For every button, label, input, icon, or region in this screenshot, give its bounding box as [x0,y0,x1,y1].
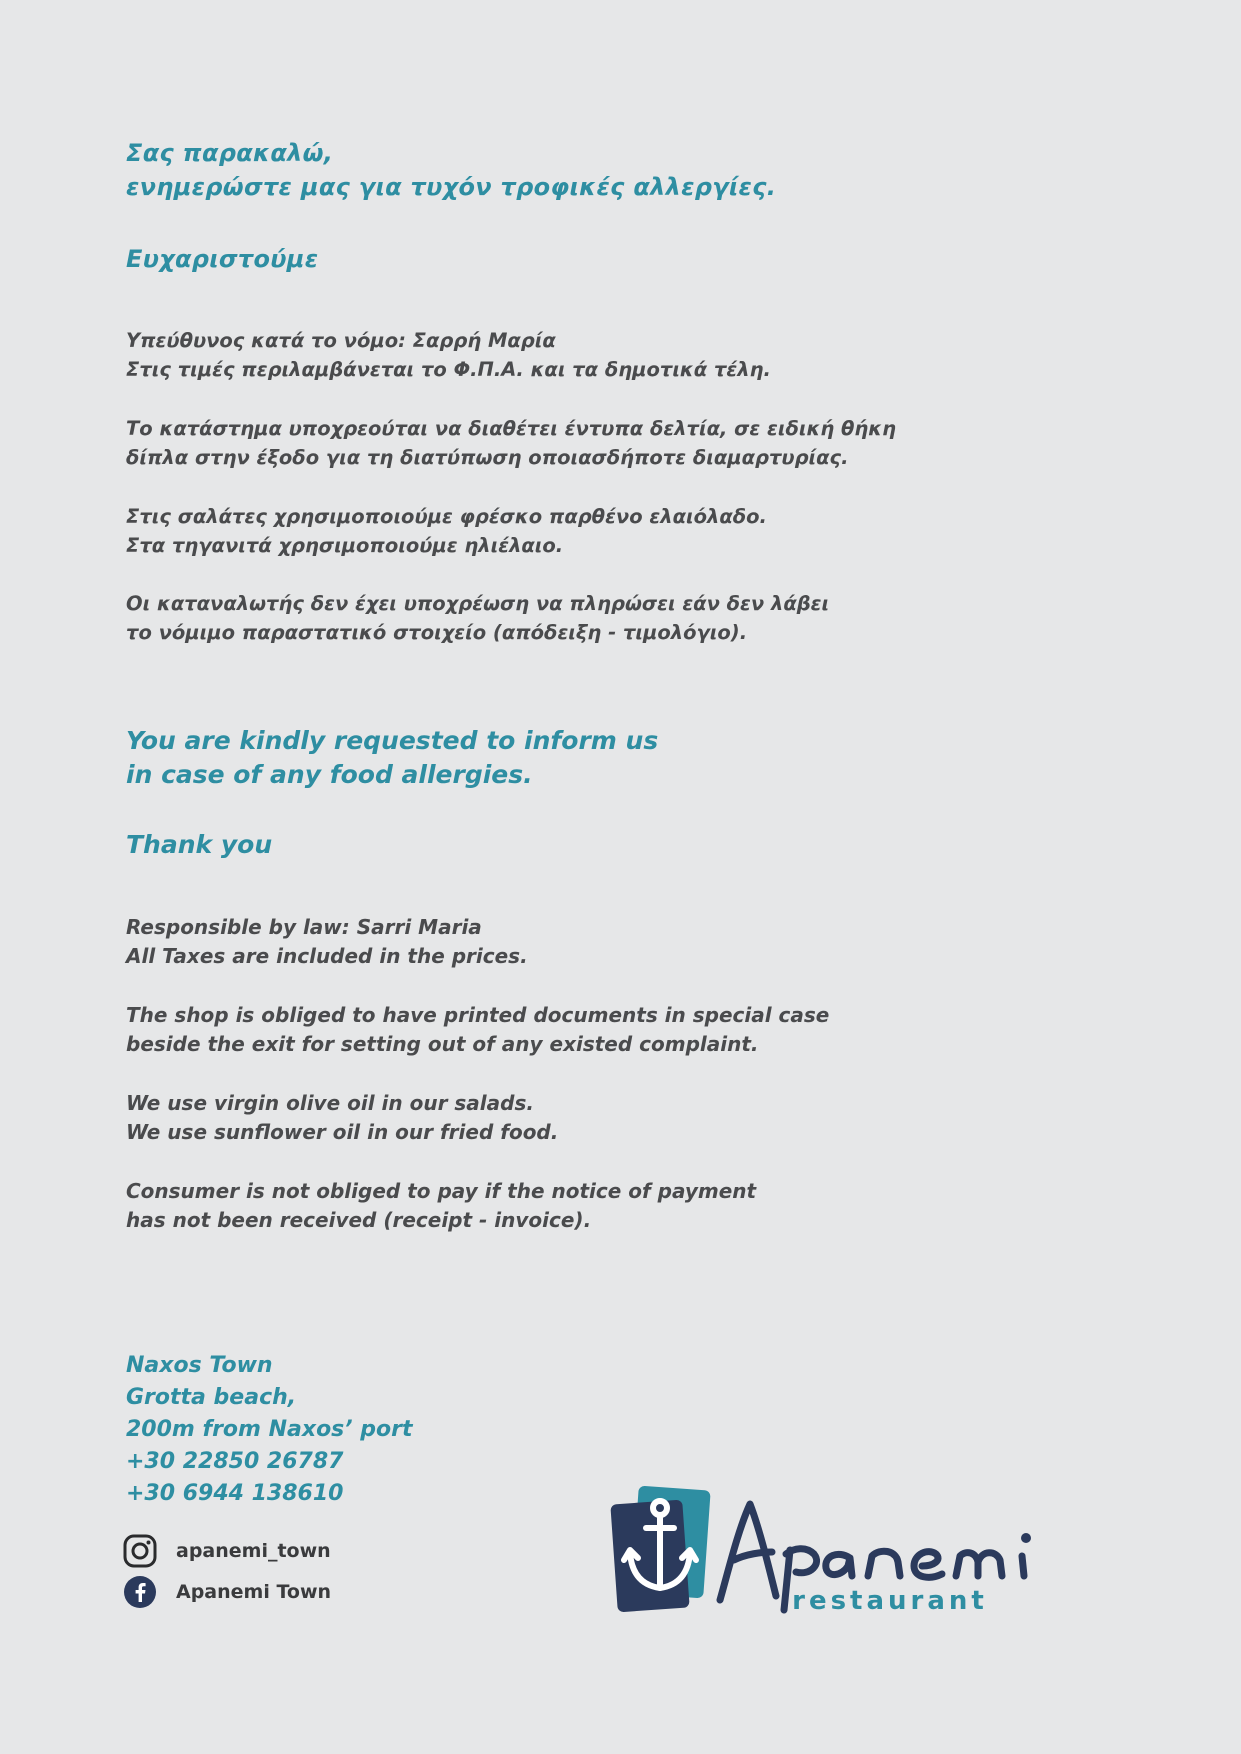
facebook-link[interactable] [122,1574,331,1610]
greek-legal-line: Στις τιμές περιλαμβάνεται το Φ.Π.Α. και τα δημοτικά τέλη. [126,358,771,381]
english-allergy-line-1: You are kindly requested to inform us [126,726,659,755]
greek-legal-paragraph-3 [126,502,767,560]
english-legal-line: We use virgin olive oil in our salads. [126,1091,534,1115]
english-thanks [126,828,272,862]
greek-legal-paragraph-2 [126,414,896,472]
greek-legal-line: Υπεύθυνος κατά το νόμο: Σαρρή Μαρία [126,329,556,352]
greek-thanks [126,242,318,276]
greek-legal-line: Το κατάστημα υποχρεούται να διαθέτει έντυπα δελτία, σε ειδική θήκη [126,417,897,440]
english-thanks-text: Thank you [126,830,273,859]
english-legal-line: All Taxes are included in the prices. [126,944,528,968]
greek-allergy-line-1: Σας παρακαλώ, [126,139,334,167]
instagram-handle[interactable]: apanemi_town [176,1540,331,1562]
english-legal-line: beside the exit for setting out of any existed complaint. [126,1032,759,1056]
greek-legal-line: Οι καταναλωτής δεν έχει υποχρέωση να πληρώσει εάν δεν λάβει [126,592,830,615]
greek-legal-line: Στις σαλάτες χρησιμοποιούμε φρέσκο παρθένο ελαιόλαδο. [126,505,767,528]
apanemi-logo [610,1480,1130,1620]
instagram-link[interactable] [122,1533,331,1569]
greek-thanks-text: Ευχαριστούμε [126,245,319,273]
phone-landline[interactable]: +30 22850 26787 [126,1449,344,1474]
address-line-beach: Grotta beach, [126,1385,297,1410]
greek-allergy-line-2: ενημερώστε μας για τυχόν τροφικές αλλεργίες. [126,173,777,201]
english-allergy-request [126,724,658,792]
address-line-city: Naxos Town [126,1353,273,1378]
facebook-icon [122,1574,158,1610]
english-legal-line: We use sunflower oil in our fried food. [126,1120,559,1144]
english-legal-line: has not been received (receipt - invoice). [126,1208,592,1232]
greek-allergy-request [126,136,776,204]
greek-legal-line: το νόμιμο παραστατικό στοιχείο (απόδειξη - τιμολόγιο). [126,621,748,644]
address-line-port: 200m from Naxos’ port [126,1417,413,1442]
facebook-handle[interactable]: Apanemi Town [176,1581,332,1603]
english-legal-line: Consumer is not obliged to pay if the notice of payment [126,1179,757,1203]
english-legal-line: The shop is obliged to have printed documents in special case [126,1003,830,1027]
phone-mobile[interactable]: +30 6944 138610 [126,1481,344,1506]
english-legal-paragraph-1 [126,913,528,971]
instagram-icon [122,1533,158,1569]
greek-legal-line: δίπλα στην έξοδο για τη διατύπωση οποιασδήποτε διαμαρτυρίας. [126,446,849,469]
english-legal-paragraph-3 [126,1089,558,1147]
english-allergy-line-2: in case of any food allergies. [126,760,533,789]
contact-address [126,1350,413,1510]
greek-legal-line: Στα τηγανιτά χρησιμοποιούμε ηλιέλαιο. [126,534,564,557]
logo-subtitle: restaurant [792,1586,988,1616]
greek-legal-paragraph-1 [126,326,771,384]
english-legal-line: Responsible by law: Sarri Maria [126,915,482,939]
greek-legal-paragraph-4 [126,589,829,647]
english-legal-paragraph-4 [126,1177,756,1235]
english-legal-paragraph-2 [126,1001,829,1059]
